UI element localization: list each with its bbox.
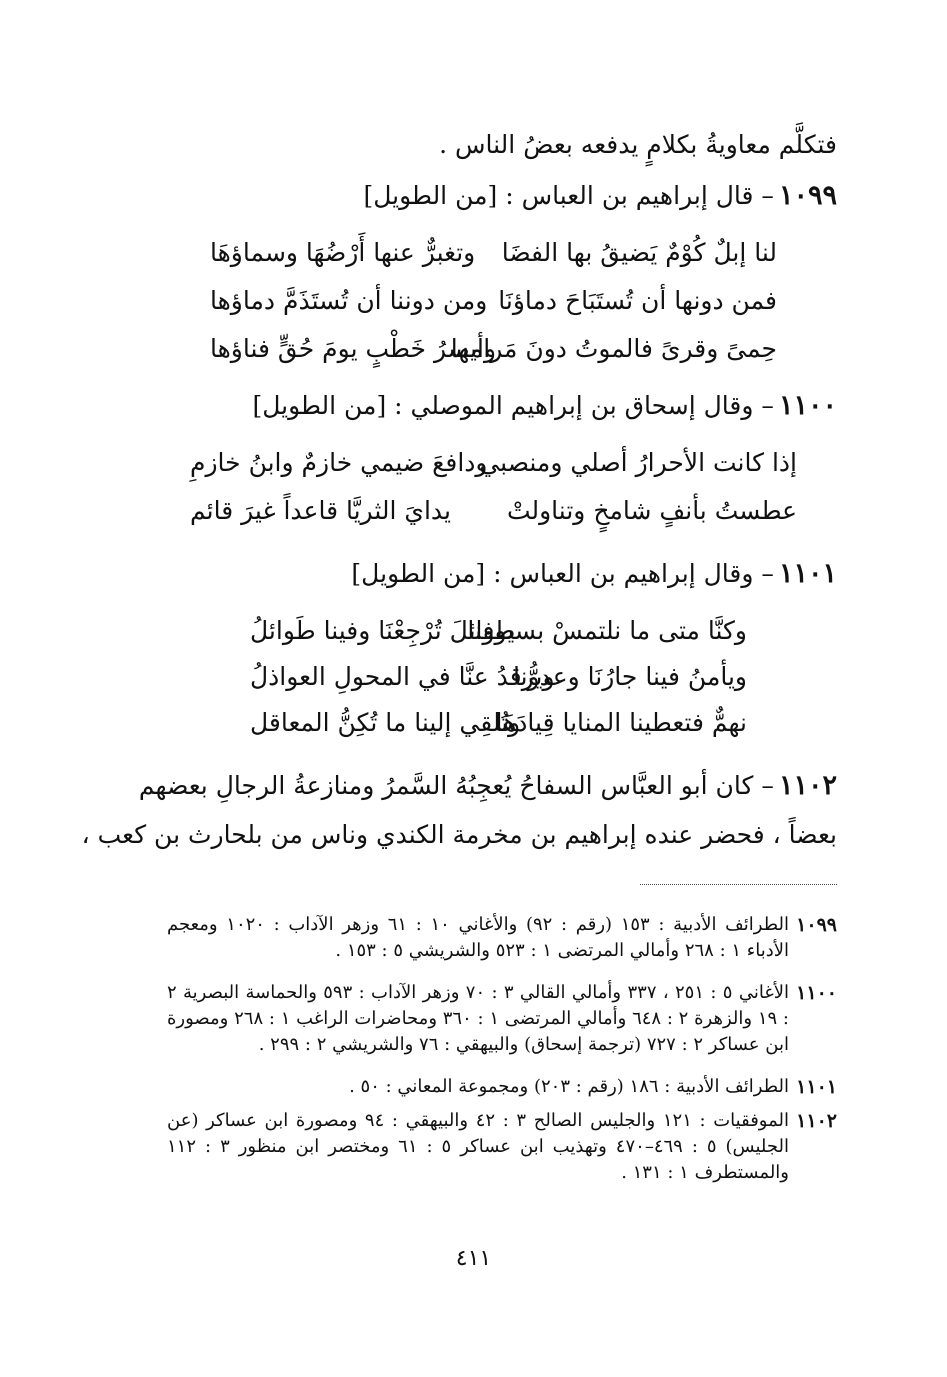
verse-first-hemistich: عطستُ بأنفٍ شامخٍ وتناولتْ bbox=[506, 496, 797, 525]
section-header-1100 bbox=[252, 390, 837, 421]
verse-line bbox=[210, 334, 777, 368]
section-header-1101 bbox=[351, 558, 837, 589]
footnote bbox=[167, 912, 837, 964]
footnote-number: ١١٠٢ bbox=[796, 1110, 837, 1132]
footnote-text: الطرائف الأدبية : ١٨٦ (رقم : ٢٠٣) ومجموعة المعاني : ٥٠ . bbox=[349, 1076, 789, 1097]
verse-line bbox=[210, 286, 777, 320]
verse-second-hemistich: طوائلَ تُرْجِعْنَا وفينا طَوائلُ bbox=[250, 616, 516, 645]
paragraph-text: – كان أبو العبَّاس السفاحُ يُعجِبُهُ السَّمرُ ومنازعةُ الرجالِ بعضهم bbox=[138, 771, 774, 800]
section-title: – وقال إسحاق بن إبراهيم الموصلي : [من الطويل] bbox=[252, 391, 774, 420]
verse-line bbox=[250, 708, 747, 742]
verse-first-hemistich: ويأمنُ فينا جارُنَا وعدوُّنا bbox=[512, 662, 747, 691]
verse-line bbox=[250, 616, 747, 650]
footnote-number: ١١٠١ bbox=[796, 1076, 837, 1098]
verse-line bbox=[250, 662, 747, 696]
footnote bbox=[167, 1108, 837, 1186]
verse-first-hemistich: فمن دونها أن تُستَبَاحَ دماؤنَا bbox=[498, 286, 777, 315]
section-number: ١١٠١ bbox=[778, 558, 837, 589]
verse-line bbox=[190, 496, 797, 530]
verse-first-hemistich: وكنَّا متى ما نلتمسْ بسيوفنا bbox=[467, 616, 747, 645]
verse-second-hemistich: يدايَ الثريَّا قاعداً غيرَ قائم bbox=[190, 496, 451, 525]
footnote bbox=[167, 980, 837, 1058]
verse-second-hemistich: وتُلقِي إلينا ما تُكِنُّ المعاقل bbox=[250, 708, 521, 737]
verse-line bbox=[210, 238, 777, 272]
verse-second-hemistich: ودافعَ ضيمي خازمٌ وابنُ خازمِ bbox=[190, 448, 488, 477]
footnote-number: ١٠٩٩ bbox=[796, 914, 837, 936]
page-number: ٤١١ bbox=[455, 1246, 492, 1271]
footnote-text: الموفقيات : ١٢١ والجليس الصالح ٣ : ٤٢ والبيهقي : ٩٤ ومصورة ابن عساكر (عن الجليس) ٥ : ٤٦٩–٤٧٠ وتهذيب ابن عساكر ٥ : ٦١ ومختصر ابن منظور ٣ : ١١٢ والمستطرف ١ : ١٣١ . bbox=[167, 1110, 789, 1183]
footnote-separator bbox=[640, 884, 837, 885]
footnote-text: الأغاني ٥ : ٢٥١ ، ٣٣٧ وأمالي القالي ٣ : ٧٠ وزهر الآداب : ٥٩٣ والحماسة البصرية ٢ : ١٩ والزهرة ٢ : ٦٤٨ وأمالي المرتضى ١ : ٣٦٠ ومحاضرات الراغب ١ : ٢٦٨ ومصورة ابن عساكر ٢ : ٧٢٧ (ترجمة إسحاق) والبيهقي : ٧٦ والشريشي ٢ : ٢٩٩ . bbox=[167, 982, 789, 1055]
section-header-1099 bbox=[364, 180, 838, 211]
verse-second-hemistich: ويرقدُ عنَّا في المحولِ العواذلُ bbox=[250, 662, 555, 691]
paragraph-1102-line-1 bbox=[139, 770, 837, 801]
section-title: – وقال إبراهيم بن العباس : [من الطويل] bbox=[351, 559, 774, 588]
section-number: ١١٠٠ bbox=[778, 390, 837, 421]
paragraph-1102-line-2: بعضاً ، فحضر عنده إبراهيم بن مخرمة الكندي وناس من بلحارث بن كعب ، bbox=[81, 820, 837, 849]
verse-line bbox=[190, 448, 797, 482]
verse-first-hemistich: نهمٌّ فتعطينا المنايا قِيادَهَا bbox=[495, 708, 747, 737]
verse-second-hemistich: وتغبرٌّ عنها أَرْضُهَا وسماؤهَا bbox=[210, 238, 476, 267]
section-title: – قال إبراهيم بن العباس : [من الطويل] bbox=[363, 181, 774, 210]
verse-first-hemistich: لنا إبلٌ كُوْمٌ يَضيقُ بها الفضَا bbox=[501, 238, 777, 267]
section-number: ١١٠٢ bbox=[778, 770, 837, 801]
footnote-text: الطرائف الأدبية : ١٥٣ (رقم : ٩٢) والأغاني ١٠ : ٦١ وزهر الآداب : ١٠٢٠ ومعجم الأدباء ١ : ٢٦٨ وأمالي المرتضى ١ : ٥٢٣ والشريشي ٥ : ١٥٣ . bbox=[167, 914, 789, 961]
intro-line: فتكلَّم معاويةُ بكلامٍ يدفعه بعضُ الناس . bbox=[439, 130, 837, 159]
verse-first-hemistich: إذا كانت الأحرارُ أصلي ومنصبي bbox=[479, 448, 797, 477]
section-number: ١٠٩٩ bbox=[778, 180, 837, 211]
footnote bbox=[167, 1074, 837, 1100]
footnote-number: ١١٠٠ bbox=[796, 982, 837, 1004]
verse-second-hemistich: وأيسرُ خَطْبٍ يومَ حُقٍّ فناؤها bbox=[210, 334, 497, 363]
verse-second-hemistich: ومن دوننا أن تُستَذَمَّ دماؤها bbox=[210, 286, 488, 315]
verse-first-hemistich: حِمىً وقرىً فالموتُ دونَ مَرامها bbox=[450, 334, 777, 363]
